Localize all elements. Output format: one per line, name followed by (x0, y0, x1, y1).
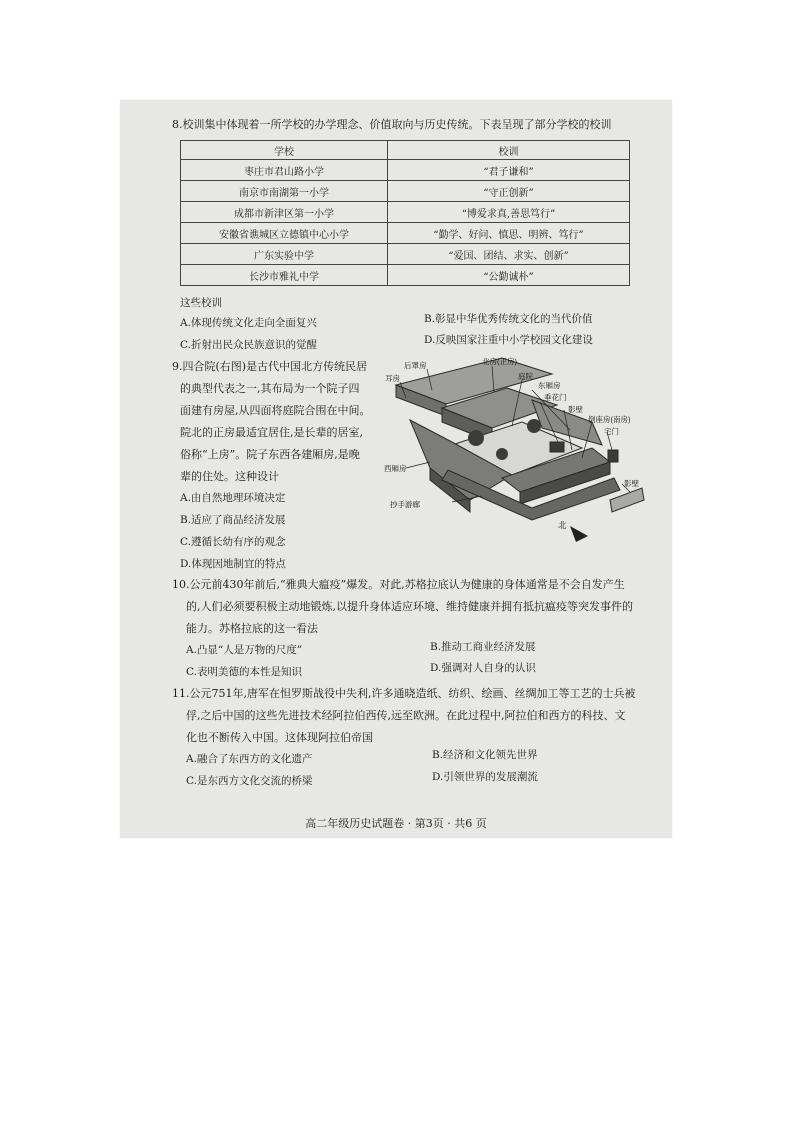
table-row (181, 202, 630, 223)
table-row (181, 181, 630, 202)
q9-option-a[interactable]: A.由自然地理环境决定 (180, 492, 286, 504)
table-cell: 成都市新津区第一小学 (181, 202, 388, 223)
q11-line: 化也不断传入中国。这体现阿拉伯帝国 (186, 731, 373, 744)
table-cell: “公勤诚朴” (388, 265, 630, 286)
table-header: 学校 (181, 141, 388, 160)
page-footer: 高二年级历史试题卷 · 第3页 · 共6 页 (305, 817, 487, 830)
q9-line: 辈的住处。这种设计 (180, 470, 279, 483)
label-tingyuan: 庭院 (518, 372, 533, 381)
school-motto-table (180, 140, 630, 286)
table-cell: 长沙市雅礼中学 (181, 265, 388, 286)
q9-line: 的典型代表之一,其布局为一个院子四 (180, 382, 360, 395)
table-cell: “守正创新” (388, 181, 630, 202)
q10-option-a[interactable]: A.凸显“人是万物的尺度” (186, 644, 303, 656)
q9-line: 面建有房屋,从四面将庭院合围在中间。 (180, 404, 371, 417)
q8-option-d[interactable]: D.反映国家注重中小学校园文化建设 (424, 334, 593, 346)
q9-option-c[interactable]: C.遵循长幼有序的观念 (180, 536, 286, 548)
table-cell: 南京市南湖第一小学 (181, 181, 388, 202)
q11-option-b[interactable]: B.经济和文化领先世界 (432, 749, 538, 761)
q11-line: 俘,之后中国的这些先进技术经阿拉伯西传,远至欧洲。在此过程中,阿拉伯和西方的科技、文 (186, 709, 626, 722)
q10-option-d[interactable]: D.强调对人自身的认识 (430, 662, 536, 674)
label-houzhao: 后罩房 (404, 361, 427, 370)
label-zhaimen: 宅门 (604, 427, 619, 436)
q10-option-c[interactable]: C.表明美德的本性是知识 (186, 666, 302, 678)
q10-line: 能力。苏格拉底的这一看法 (186, 622, 318, 635)
q9-option-d[interactable]: D.体现因地制宜的特点 (180, 558, 286, 570)
q8-stem: 8.校训集中体现着一所学校的办学理念、价值取向与历史传统。下表呈现了部分学校的校训 (172, 118, 612, 131)
table-row (181, 160, 630, 181)
table-header: 校训 (388, 141, 630, 160)
table-row (181, 265, 630, 286)
q9-line: 9.四合院(右图)是古代中国北方传统民居 (172, 360, 368, 373)
table-cell: 安徽省谯城区立德镇中心小学 (181, 223, 388, 244)
table-cell: “勤学、好问、慎思、明辨、笃行” (388, 223, 630, 244)
label-chaoshou: 抄手游廊 (390, 500, 420, 509)
q9-option-b[interactable]: B.适应了商品经济发展 (180, 514, 286, 526)
q8-option-a[interactable]: A.体现传统文化走向全面复兴 (180, 317, 317, 329)
label-dongxiang: 东厢房 (538, 381, 561, 390)
q11-option-a[interactable]: A.融合了东西方的文化遗产 (186, 753, 313, 765)
label-yingbi-outer: 影壁 (624, 479, 639, 488)
label-zhengfang: 北房(正房) (482, 357, 517, 366)
q8-option-c[interactable]: C.折射出民众民族意识的觉醒 (180, 339, 317, 351)
q10-line: 的,人们必须要积极主动地锻炼,以提升身体适应环境、维持健康并拥有抵抗瘟疫等突发事件的 (186, 600, 633, 613)
table-header-row (181, 141, 630, 160)
label-erfang: 耳房 (385, 374, 400, 383)
table-cell: “君子谦和” (388, 160, 630, 181)
label-north: 北 (558, 520, 567, 530)
table-cell: 枣庄市君山路小学 (181, 160, 388, 181)
label-chuihuamen: 垂花门 (544, 393, 567, 402)
q10-line: 10.公元前430年前后,“雅典大瘟疫”爆发。对此,苏格拉底认为健康的身体通常是不会自发产生 (172, 578, 625, 591)
q8-lead: 这些校训 (180, 297, 222, 309)
north-arrow-icon (570, 526, 588, 542)
table-cell: “爱国、团结、求实、创新” (388, 244, 630, 265)
label-xixiang: 西厢房 (384, 464, 407, 473)
q11-option-c[interactable]: C.是东西方文化交流的桥梁 (186, 775, 313, 787)
table-row (181, 244, 630, 265)
siheyuan-figure (382, 350, 672, 550)
q9-line: 俗称“上房”。院子东西各建厢房,是晚 (180, 448, 360, 461)
label-daozuo: 倒座房(南房) (588, 415, 631, 424)
q9-line: 院北的正房最适宜居住,是长辈的居室, (180, 426, 363, 439)
q11-option-d[interactable]: D.引领世界的发展潮流 (432, 771, 538, 783)
table-cell: “博爱求真,善思笃行” (388, 202, 630, 223)
q10-option-b[interactable]: B.推动工商业经济发展 (430, 641, 536, 653)
table-row (181, 223, 630, 244)
label-yingbi-inner: 影壁 (568, 405, 583, 414)
table-cell: 广东实验中学 (181, 244, 388, 265)
q11-line: 11.公元751年,唐军在怛罗斯战役中失利,许多通晓造纸、纺织、绘画、丝绸加工等工艺的士兵被 (172, 687, 636, 700)
q8-option-b[interactable]: B.彰显中华优秀传统文化的当代价值 (424, 313, 593, 325)
